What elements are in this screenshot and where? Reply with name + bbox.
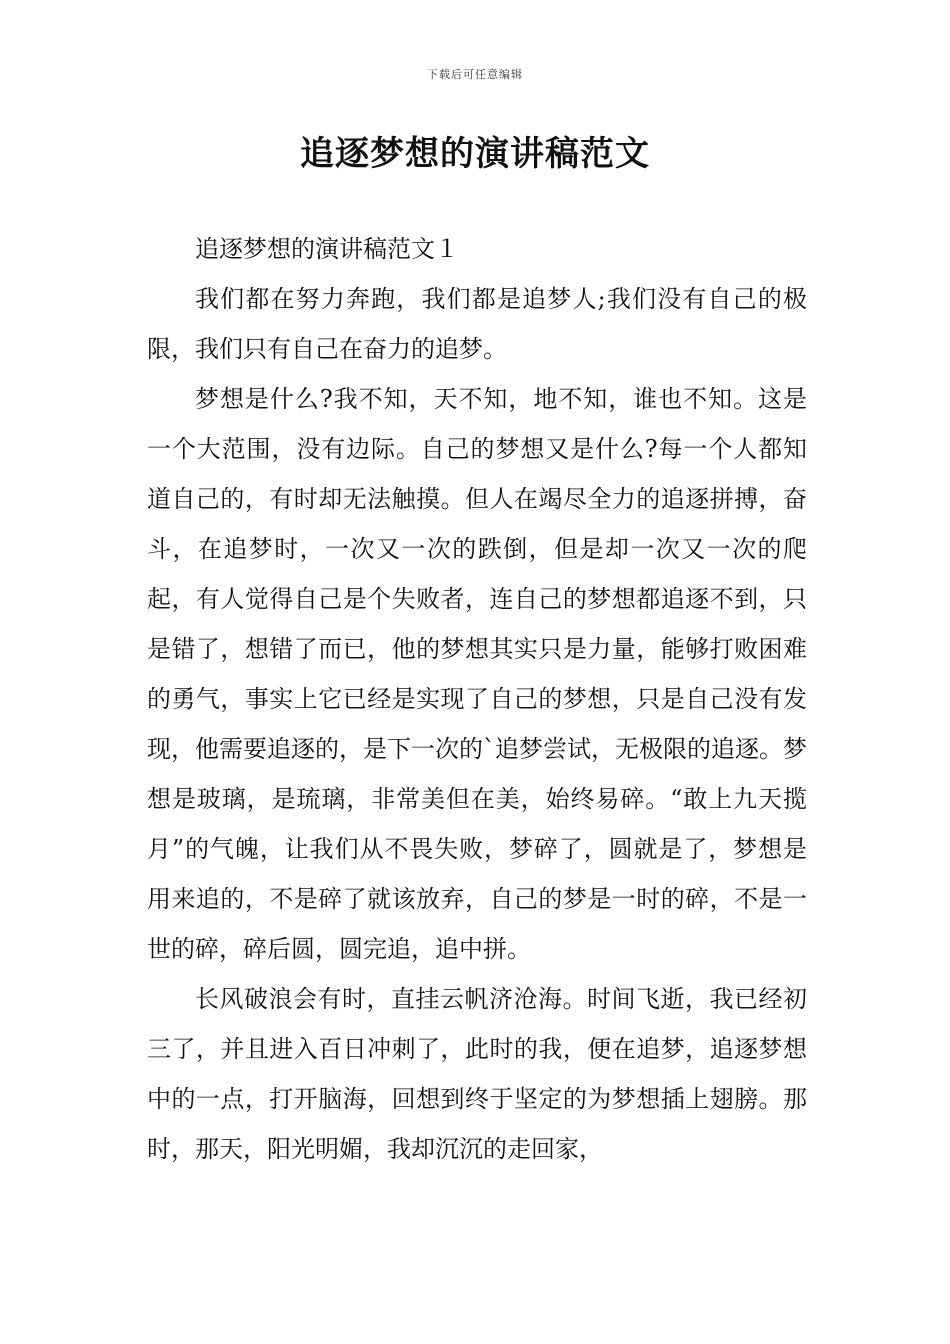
paragraph-1: 我们都在努力奔跑，我们都是追梦人;我们没有自己的极限，我们只有自己在奋力的追梦。 [147,285,807,363]
paragraph-3: 长风破浪会有时，直挂云帆济沧海。时间飞逝，我已经初三了，并且进入百日冲刺了，此时的我，便在追梦，追逐梦想中的一点，打开脑海，回想到终于坚定的为梦想插上翅膀。那时，那天，阳光明媚，我却沉沉的走回家， [147,985,807,1163]
paragraph-2: 梦想是什么?我不知，天不知，地不知，谁也不知。这是一个大范围，没有边际。自己的梦想又是什么?每一个人都知道自己的，有时却无法触摸。但人在竭尽全力的追逐拼搏，奋斗，在追梦时，一次又一次的跌倒，但是却一次又一次的爬起，有人觉得自己是个失败者，连自己的梦想都追逐不到，只是错了，想错了而已，他的梦想其实只是力量，能够打败困难的勇气，事实上它已经是实现了自己的梦想，只是自己没有发现，他需要追逐的，是下一次的`追梦尝试，无极限的追逐。梦想是玻璃，是琉璃，非常美但在美，始终易碎。“敢上九天揽月”的气魄，让我们从不畏失败，梦碎了，圆就是了，梦想是用来追的，不是碎了就该放弃，自己的梦是一时的碎，不是一世的碎，碎后圆，圆完追，追中拼。 [147,385,807,963]
header-note: 下载后可任意编辑 [427,68,523,81]
document-body [147,224,807,1174]
section-subtitle: 追逐梦想的演讲稿范文１ [195,235,459,263]
document-title: 追逐梦想的演讲稿范文 [300,134,650,174]
